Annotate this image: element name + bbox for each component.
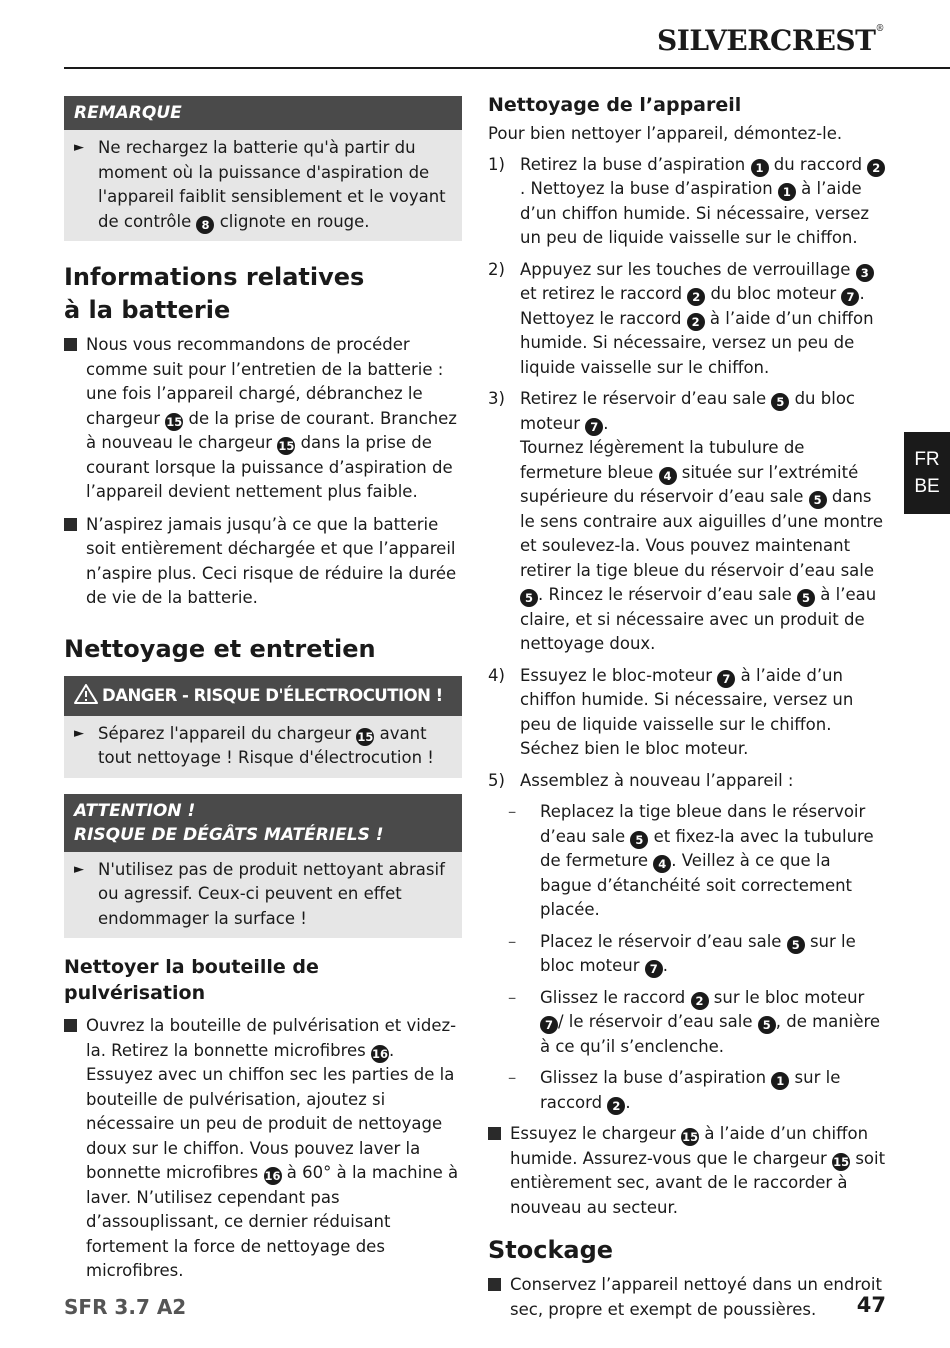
dash-bullet: – [508,931,517,951]
intro-text: Pour bien nettoyer l’appareil, démontez-le. [488,124,843,143]
callout-number: 5 [771,393,789,411]
callout-number: 3 [856,264,874,282]
step-number: 4) [488,665,505,685]
header-rule [64,67,950,69]
step-number: 5) [488,770,505,790]
danger-title: DANGER - RISQUE D'ÉLECTROCUTION ! [64,676,462,716]
step-number: 1) [488,154,505,174]
callout-number: 5 [758,1016,776,1034]
lang-be: BE [914,476,940,497]
callout-number: 7 [717,670,735,688]
right-column [488,92,886,1330]
callout-number: 16 [372,1046,389,1061]
substep-item: – Replacez la tige bleue dans le réservoir d’eau sale 5 et fixez-la avec la tubulure de fermeture 4 . Veillez à ce que la bague d’étanchéité soit correctement placée. [508,800,886,923]
footer-model: SFR 3.7 A2 [64,1295,187,1319]
callout-number: 5 [809,491,827,509]
callout-number: 4 [653,855,671,873]
warning-triangle-icon [74,684,98,704]
square-bullet-icon [64,338,77,351]
dash-bullet: – [508,987,517,1007]
callout-number: 2 [867,159,885,177]
callout-number: 5 [797,589,815,607]
substep-item: – Glissez le raccord 2 sur le bloc moteur 7 / le réservoir d’eau sale 5 , de manière à ce qu’il s’enclenche. [508,986,886,1060]
brand-logo: SILVERCREST® [657,24,884,57]
callout-number: 2 [687,313,705,331]
arrow-icon: ► [74,140,84,155]
list-item: N’aspirez jamais jusqu’à ce que la batterie soit entièrement déchargée et que l’appareil n’aspire plus. Ceci risque de réduire la durée de vie de la batterie. [64,513,462,611]
callout-number: 7 [585,418,603,436]
attention-box [64,794,462,939]
callout-number: 7 [540,1016,558,1034]
callout-number: 1 [771,1072,789,1090]
callout-number: 2 [687,288,705,306]
cleaning-heading: Nettoyage et entretien [64,634,376,663]
list-item: Essuyez le chargeur 15 à l’aide d’un chiffon humide. Assurez-vous que le chargeur 15 soit entièrement sec, avant de le raccorder à nouveau au secteur. [488,1122,886,1220]
dash-bullet: – [508,802,517,821]
callout-number: 8 [196,216,214,234]
language-tab [904,432,950,514]
callout-number: 5 [630,831,648,849]
device-cleaning-heading: Nettoyage de l’appareil [488,94,742,116]
attention-item: ► N'utilisez pas de produit nettoyant abrasif ou agressif. Ceux-ci peuvent en effet endommager la surface ! [74,858,452,932]
step-item: 2) Appuyez sur les touches de verrouillage 3 et retirez le raccord 2 du bloc moteur 7 . Nettoyez le raccord 2 à l’aide d’un chiffon humide. Si nécessaire, versez un peu de liquide vaisselle sur le chiffon. [488,258,886,381]
attention-title: ATTENTION ! RISQUE DE DÉGÂTS MATÉRIELS ! [64,794,462,852]
substep-item: – Placez le réservoir d’eau sale 5 sur le bloc moteur 7 . [508,930,886,979]
storage-heading: Stockage [488,1236,614,1264]
callout-number: 15 [166,414,183,429]
left-column [64,96,462,1292]
callout-number: 15 [833,1154,850,1169]
callout-number: 4 [659,467,677,485]
callout-number: 15 [278,439,295,453]
step-item: 1) Retirez la buse d’aspiration 1 du raccord 2. Nettoyez la buse d’aspiration 1 à l’aide d’un chiffon humide. Si nécessaire, versez un peu de liquide vaisselle sur le chiffon. [488,153,886,251]
list-item: Ouvrez la bouteille de pulvérisation et videz-la. Retirez la bonnette microfibres 16. Essuyez avec un chiffon sec les parties de la bouteille de pulvérisation, ajoutez si nécessaire un peu de produit de nettoyage doux sur le chiffon. Vous pouvez laver la bonnette microfibres 16 à 60° à la machine à laver. N’utilisez cependant pas d’assouplissant, ce dernier réduisant fortement la force de nettoyage des microfibres. [64,1014,462,1284]
list-item: Conservez l’appareil nettoyé dans un endroit sec, propre et exempt de poussières. [488,1273,886,1322]
remark-box [64,96,462,241]
callout-number: 16 [264,1169,281,1183]
callout-number: 2 [607,1097,625,1115]
arrow-icon: ► [74,725,84,741]
remark-title: REMARQUE [64,96,462,130]
square-bullet-icon [64,1019,77,1032]
square-bullet-icon [64,518,77,531]
substep-item: – Glissez la buse d’aspiration 1 sur le raccord 2 . [508,1066,886,1115]
step-number: 3) [488,389,505,408]
dash-bullet: – [508,1068,517,1087]
bottle-heading: Nettoyer la bouteille de pulvérisation [64,956,319,1004]
list-item: Nous vous recommandons de procéder comme suit pour l’entretien de la batterie : une fois l’appareil chargé, débranchez le chargeur 15 de la prise de courant. Branchez à nouveau le chargeur 15 dans la prise de courant lorsque la puissance d’aspiration de l’appareil devient nettement plus faible. [64,333,462,505]
callout-number: 5 [520,589,538,607]
steps-list [488,153,886,794]
substeps-list [488,800,886,1115]
callout-number: 2 [691,992,709,1010]
danger-item: ► Séparez l'appareil du chargeur 15 avant tout nettoyage ! Risque d'électrocution ! [74,722,452,771]
lang-fr: FR [914,449,940,470]
callout-number: 5 [787,936,805,954]
callout-number: 7 [645,960,663,978]
step-item: 3) Retirez le réservoir d’eau sale 5 du bloc moteur 7 . Tournez légèrement la tubulure de fermeture bleue 4 située sur l’extrémité supérieure du réservoir d’eau sale 5 dans le sens contraire aux aiguilles d’une montre et soulevez-la. Vous pouvez maintenant retirer la tige bleue du réservoir d’eau sale 5 . Rincez le réservoir d’eau sale 5 à l’eau claire, et si nécessaire avec un produit de nettoyage doux. [488,387,886,657]
remark-item: ► Ne rechargez la batterie qu'à partir du moment où la puissance d'aspiration de l'appareil faiblit sensiblement et le voyant de contrôle 8 clignote en rouge. [74,136,452,234]
callout-number: 15 [357,729,374,744]
step-number: 2) [488,259,505,279]
battery-heading: Informations relatives à la batterie [64,263,365,324]
square-bullet-icon [488,1127,501,1140]
page-number: 47 [856,1293,886,1317]
callout-number: 1 [778,183,796,201]
callout-number: 15 [682,1130,699,1144]
step-item: 5) Assemblez à nouveau l’appareil : [488,769,886,794]
square-bullet-icon [488,1278,501,1291]
callout-number: 1 [751,159,769,177]
step-item: 4) Essuyez le bloc-moteur 7 à l’aide d’un chiffon humide. Si nécessaire, versez un peu de liquide vaisselle sur le chiffon. Séchez bien le bloc moteur. [488,664,886,762]
callout-number: 7 [841,288,859,306]
arrow-icon: ► [74,861,84,877]
danger-box [64,676,462,778]
